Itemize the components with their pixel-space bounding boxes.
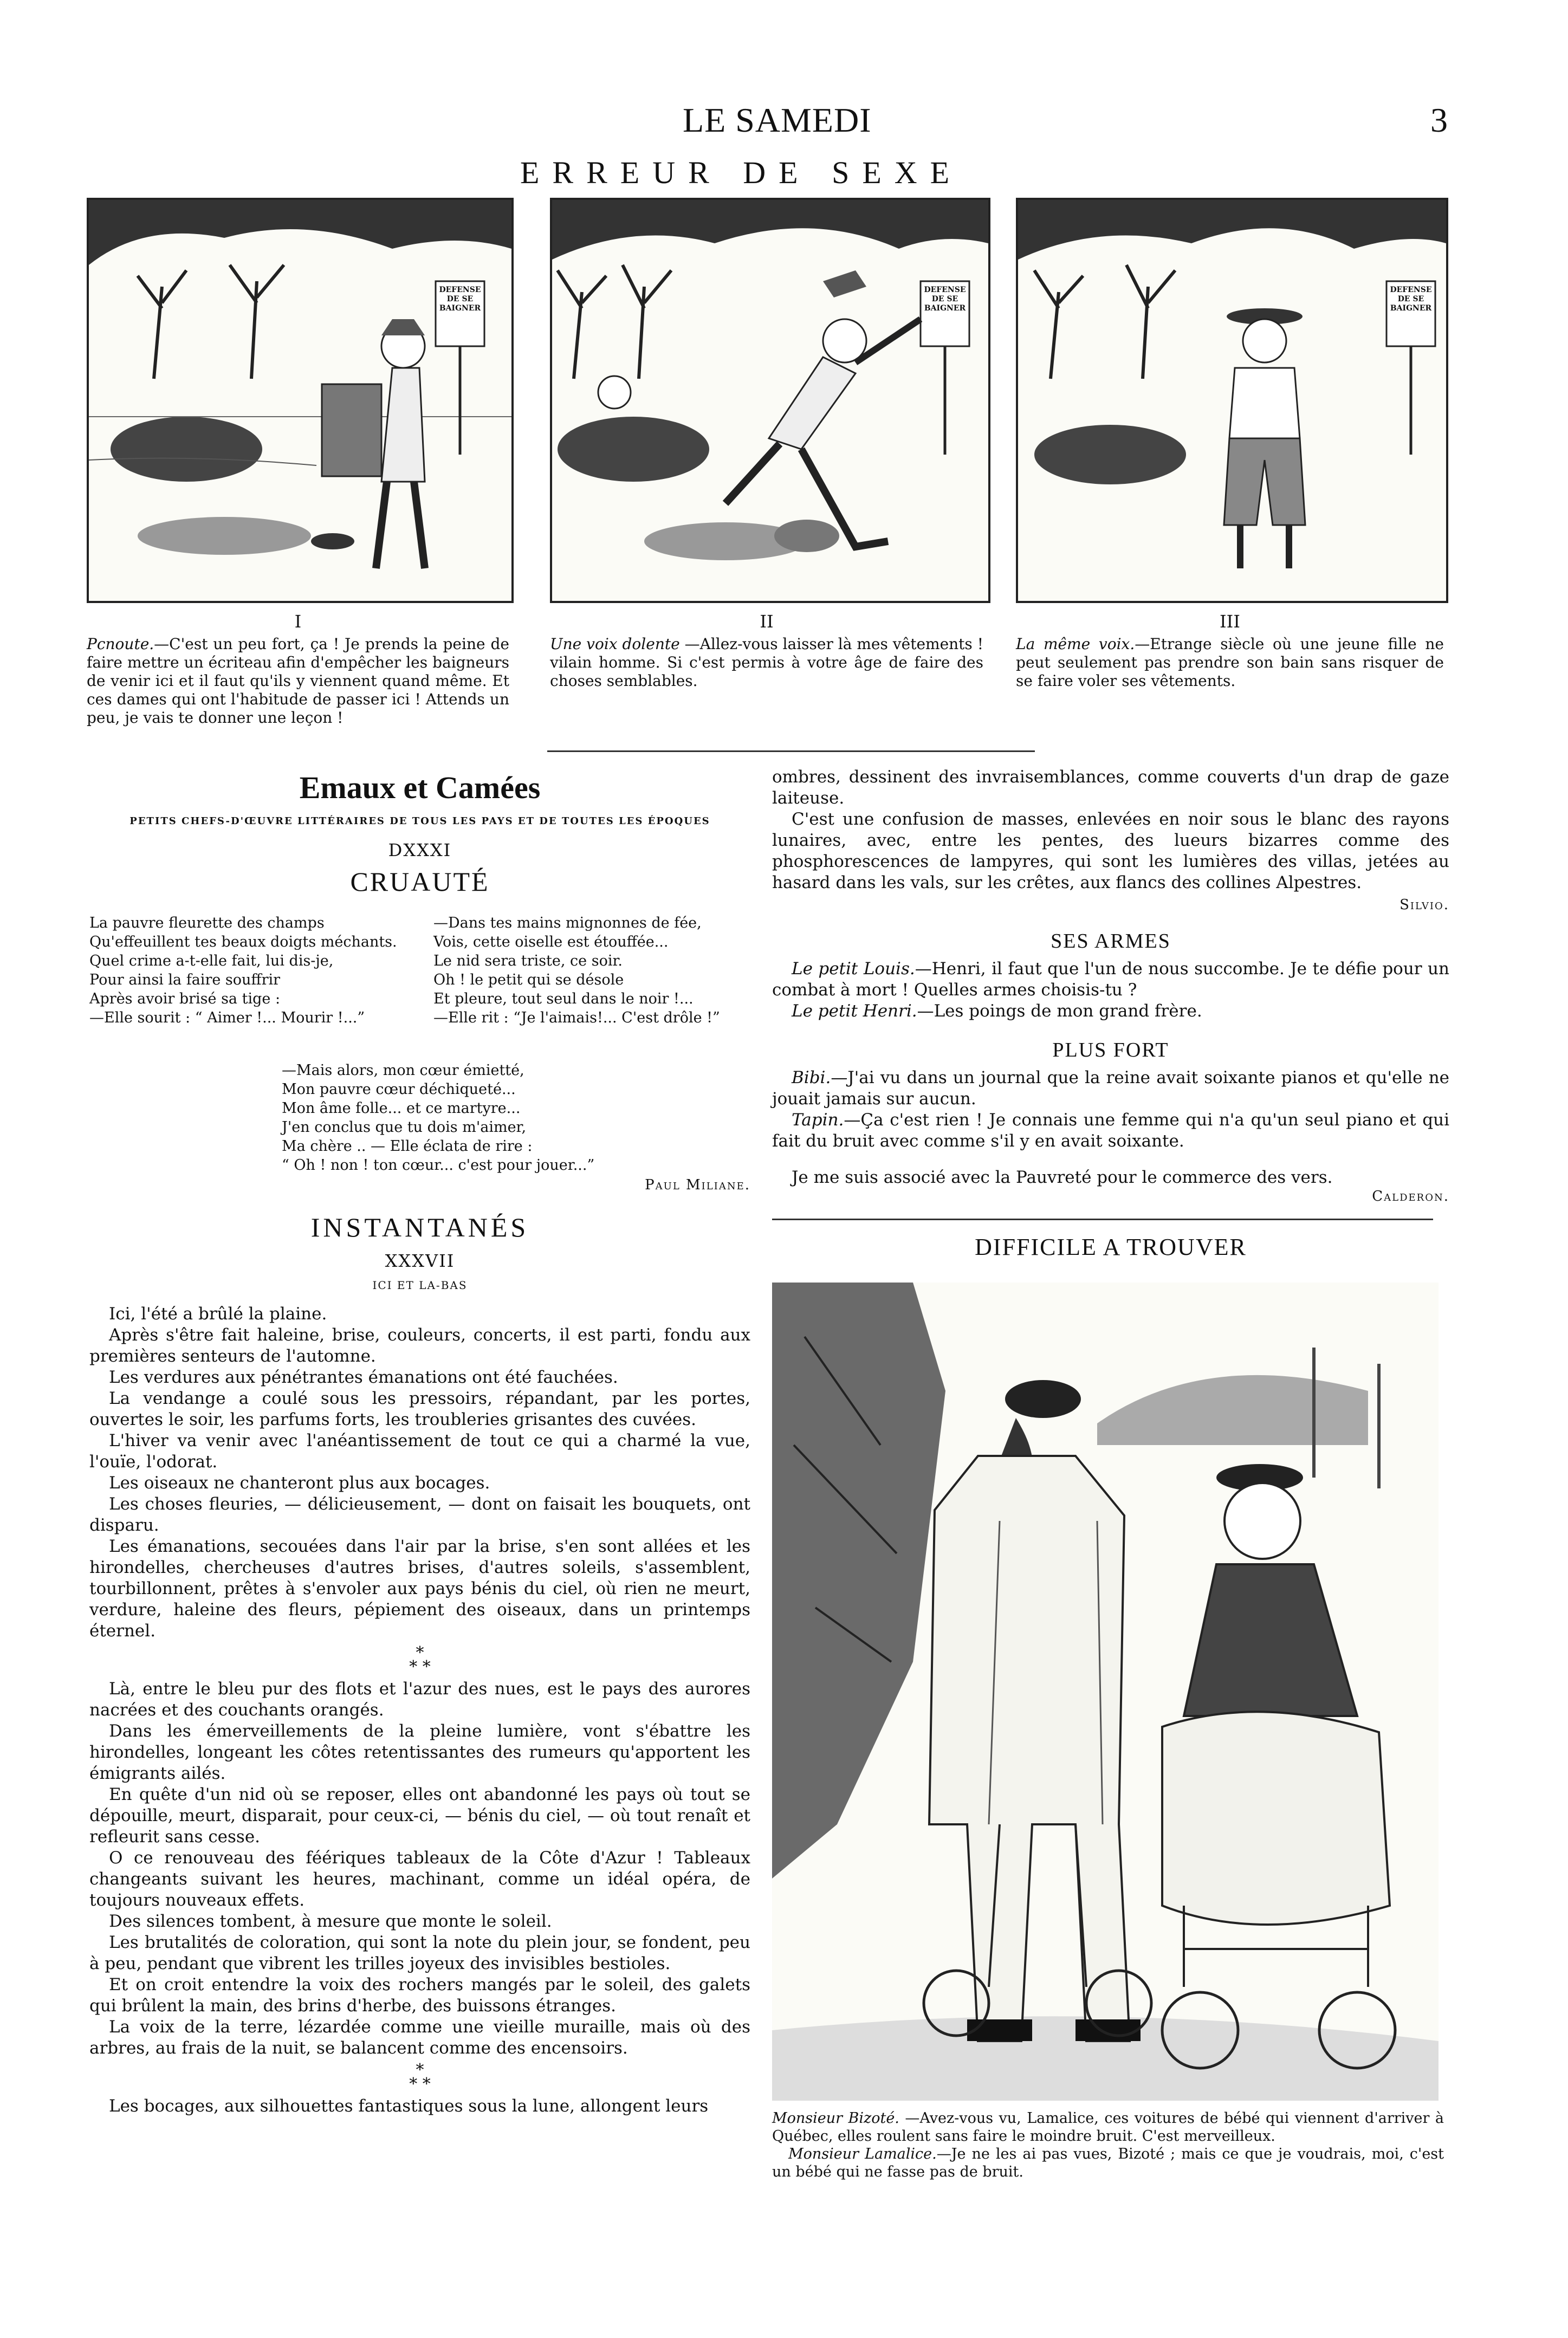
paragraph: O ce renouveau des féériques tableaux de la Côte d'Azur ! Tableaux changeants suivant les heures, machinant, comme un idéal opéra, de toujours nouveaux effets.	[89, 1848, 750, 1910]
panel-1-speaker: Pcnoute.	[87, 635, 154, 653]
section-divider	[547, 750, 1035, 752]
panel-3-sign: DEFENSE DE SE BAIGNER	[1390, 286, 1432, 313]
panel-2-sign: DEFENSE DE SE BAIGNER	[924, 286, 966, 313]
speaker: Le petit Louis.	[792, 959, 915, 979]
speaker: Le petit Henri.	[792, 1001, 917, 1021]
instantanes-prose-a	[89, 1304, 750, 1642]
paragraph: C'est une confusion de masses, enlevées en noir sous le blanc des rayons lunaires, avec, entre les pentes, des lueurs bizarres comme des phosphorescences de lampyres, qui sont les lumières des villas, jetées au hasard dans les vals, sur les crêtes, aux flancs des collines Alpestres.	[772, 809, 1449, 892]
quote-author: Calderon.	[1372, 1188, 1449, 1204]
panel-2-text: —Allez-vous laisser là mes vêtements ! vilain homme. Si c'est permis à votre âge de faire des choses semblables.	[550, 635, 983, 690]
speaker: Tapin.	[792, 1110, 844, 1130]
section-divider	[772, 1219, 1433, 1220]
poem-stanza-3: —Mais alors, mon cœur émietté, Mon pauvre cœur déchiqueté... Mon âme folle... et ce martyre... J'en conclus que tu dois m'aimer, Ma chère .. — Elle éclata de rire : “ Oh ! non ! ton cœur... c'est pour jouer...”	[282, 1062, 595, 1174]
asterism: * * *	[409, 2061, 431, 2094]
quote-text: Je me suis associé avec la Pauvreté pour le commerce des vers.	[792, 1168, 1333, 1187]
panel-2-illustration	[552, 200, 988, 601]
line: —Henri, il faut que l'un de nous succombe. Je te défie pour un combat à mort ! Quelles armes choisis-tu ?	[772, 959, 1449, 1000]
difficile-caption	[772, 2109, 1444, 2181]
right-column	[772, 767, 1449, 2181]
instantanes-title: INSTANTANÉS	[310, 1212, 529, 1242]
poem-author: Paul Miliane.	[645, 1177, 750, 1193]
comic-panel-2	[550, 198, 990, 603]
comic-title: ERREUR DE SEXE	[520, 155, 963, 190]
instantanes-author: Silvio.	[1399, 897, 1449, 913]
paragraph: Les brutalités de coloration, qui sont la note du plein jour, se fondent, peu à peu, pendant que vibrent les trilles joyeux des invisibles bestioles.	[89, 1933, 750, 1973]
paragraph: Les verdures aux pénétrantes émanations ont été fauchées.	[109, 1368, 618, 1387]
instantanes-prose-c	[89, 2096, 750, 2117]
panel-3-caption	[1016, 612, 1444, 690]
paragraph: Les bocages, aux silhouettes fantastiques sous la lune, allongent leurs	[109, 2096, 709, 2116]
panel-3-illustration	[1018, 200, 1446, 601]
emaux-subtitle: PETITS CHEFS-D'ŒUVRE LITTÉRAIRES DE TOUS LES PAYS ET DE TOUTES LES ÉPOQUES	[129, 815, 710, 827]
difficile-illustration	[772, 1283, 1439, 2101]
panel-1-text: —C'est un peu fort, ça ! Je prends la peine de faire mettre un écriteau afin d'empêcher les baigneurs de venir ici et il faut qu'ils y viennent quand même. Et ces dames qui ont l'habitude de passer ici ! Attends un peu, je vais te donner une leçon !	[87, 635, 509, 727]
paragraph: Les émanations, secouées dans l'air par la brise, s'en sont allées et les hirondelles, chercheuses d'autres brises, d'autres soleils, s'assemblent, tourbillonnent, prêtes à s'envoler aux pays bénis du ciel, où rien ne meurt, verdure, haleine des fleurs, pépiement des oiseaux, dans un printemps éternel.	[89, 1537, 750, 1641]
poem-stanza-2: —Dans tes mains mignonnes de fée, Vois, cette oiselle est étouffée... Le nid sera triste, ce soir. Oh ! le petit qui se désole Et pleure, tout seul dans le noir !... —Elle rit : “Je l'aimais!... C'est drôle !”	[433, 915, 720, 1026]
left-column	[89, 769, 750, 2117]
masthead-title: LE SAMEDI	[683, 101, 872, 139]
line: —Les poings de mon grand frère.	[917, 1001, 1202, 1021]
paragraph: Les oiseaux ne chanteront plus aux bocages.	[109, 1473, 490, 1493]
paragraph: Les choses fleuries, — délicieusement, — dont on faisait les bouquets, ont disparu.	[89, 1494, 750, 1535]
paragraph: La vendange a coulé sous les pressoirs, répandant, par les portes, ouvertes le soir, les parfums forts, les troubleries grisantes des cuvées.	[89, 1389, 750, 1429]
speaker: Bibi.	[792, 1068, 831, 1087]
stroller-scene-illustration	[772, 1283, 1439, 2101]
panel-1-sign: DEFENSE DE SE BAIGNER	[439, 286, 481, 313]
quote	[772, 1167, 1449, 1188]
poem-title: CRUAUTÉ	[350, 866, 490, 897]
plus-fort-dialogue	[772, 1067, 1449, 1152]
emaux-number: DXXXI	[388, 840, 452, 860]
paragraph: L'hiver va venir avec l'anéantissement de tout ce qui a charmé la vue, l'ouïe, l'odorat.	[89, 1431, 750, 1472]
panel-1-number: I	[294, 611, 302, 632]
comic-panel-1	[87, 198, 514, 603]
panel-2-number: II	[760, 611, 774, 632]
instantanes-subtitle: ICI ET LA-BAS	[372, 1279, 468, 1292]
instantanes-continued	[772, 767, 1449, 893]
panel-2-speaker: Une voix dolente	[550, 635, 680, 653]
speaker: Monsieur Lamalice.	[788, 2146, 937, 2162]
plus-fort-title: PLUS FORT	[1052, 1039, 1169, 1061]
panel-1-caption	[87, 612, 509, 727]
paragraph: Après s'être fait haleine, brise, couleurs, concerts, il est parti, fondu aux premières senteurs de l'automne.	[89, 1325, 750, 1366]
ses-armes-dialogue	[772, 958, 1449, 1022]
emaux-title: Emaux et Camées	[299, 770, 541, 805]
instantanes-prose-b	[89, 1679, 750, 2059]
line: —Je ne les ai pas vues, Bizoté ; mais ce que je voudrais, moi, c'est un bébé qui ne fasse pas de bruit.	[772, 2146, 1444, 2180]
ses-armes-title: SES ARMES	[1051, 930, 1171, 953]
paragraph: Dans les émerveillements de la pleine lumière, vont s'ébattre les hirondelles, longeant les côtes retentissantes des rumeurs qu'apportent les émigrants ailés.	[89, 1721, 750, 1783]
panel-3-speaker: La même voix.	[1016, 635, 1135, 653]
asterism: * * *	[409, 1643, 431, 1676]
paragraph: Des silences tombent, à mesure que monte le soleil.	[109, 1912, 552, 1931]
paragraph: ombres, dessinent des invraisemblances, comme couverts d'un drap de gaze laiteuse.	[772, 767, 1449, 808]
page-number: 3	[1430, 101, 1448, 139]
panel-1-illustration	[89, 200, 511, 601]
paragraph: La voix de la terre, lézardée comme une vieille muraille, mais où des arbres, au frais de la nuit, se balancent comme des encensoirs.	[89, 2017, 750, 2058]
paragraph: Ici, l'été a brûlé la plaine.	[109, 1304, 327, 1324]
panel-3-number: III	[1220, 611, 1240, 632]
line: —Ça c'est rien ! Je connais une femme qui n'a qu'un seul piano et qui fait du bruit avec comme s'il y en avait soixante.	[772, 1110, 1449, 1151]
paragraph: En quête d'un nid où se reposer, elles ont abandonné les pays où tout se dépouille, meurt, disparait, pour ceux-ci, — bénis du ciel, — où tout renaît et refleurit sans cesse.	[89, 1785, 750, 1847]
panel-3-text: —Etrange siècle où une jeune fille ne peut seulement pas prendre son bain sans risquer de se faire voler ses vêtements.	[1016, 635, 1444, 690]
paragraph: Là, entre le bleu pur des flots et l'azur des nues, est le pays des aurores nacrées et des couchants orangés.	[89, 1679, 750, 1720]
paragraph: Et on croit entendre la voix des rochers mangés par le soleil, des galets qui brûlent la main, des brins d'herbe, des buissons étranges.	[89, 1975, 750, 2016]
line: —J'ai vu dans un journal que la reine avait soixante pianos et qu'elle ne jouait jamais sur aucun.	[772, 1068, 1449, 1109]
panel-2-caption	[550, 612, 983, 690]
speaker: Monsieur Bizoté.	[772, 2110, 899, 2127]
comic-panel-3	[1016, 198, 1448, 603]
difficile-title: DIFFICILE A TROUVER	[975, 1234, 1247, 1260]
instantanes-number: XXXVII	[385, 1251, 455, 1271]
line: —Avez-vous vu, Lamalice, ces voitures de bébé qui viennent d'arriver à Québec, elles roulent sans faire le moindre bruit. C'est merveilleux.	[772, 2110, 1444, 2145]
poem-stanza-1: La pauvre fleurette des champs Qu'effeuillent tes beaux doigts méchants. Quel crime a-t-elle fait, lui dis-je, Pour ainsi la faire souffrir Après avoir brisé sa tige : —Elle sourit : “ Aimer !... Mourir !...”	[89, 915, 397, 1026]
